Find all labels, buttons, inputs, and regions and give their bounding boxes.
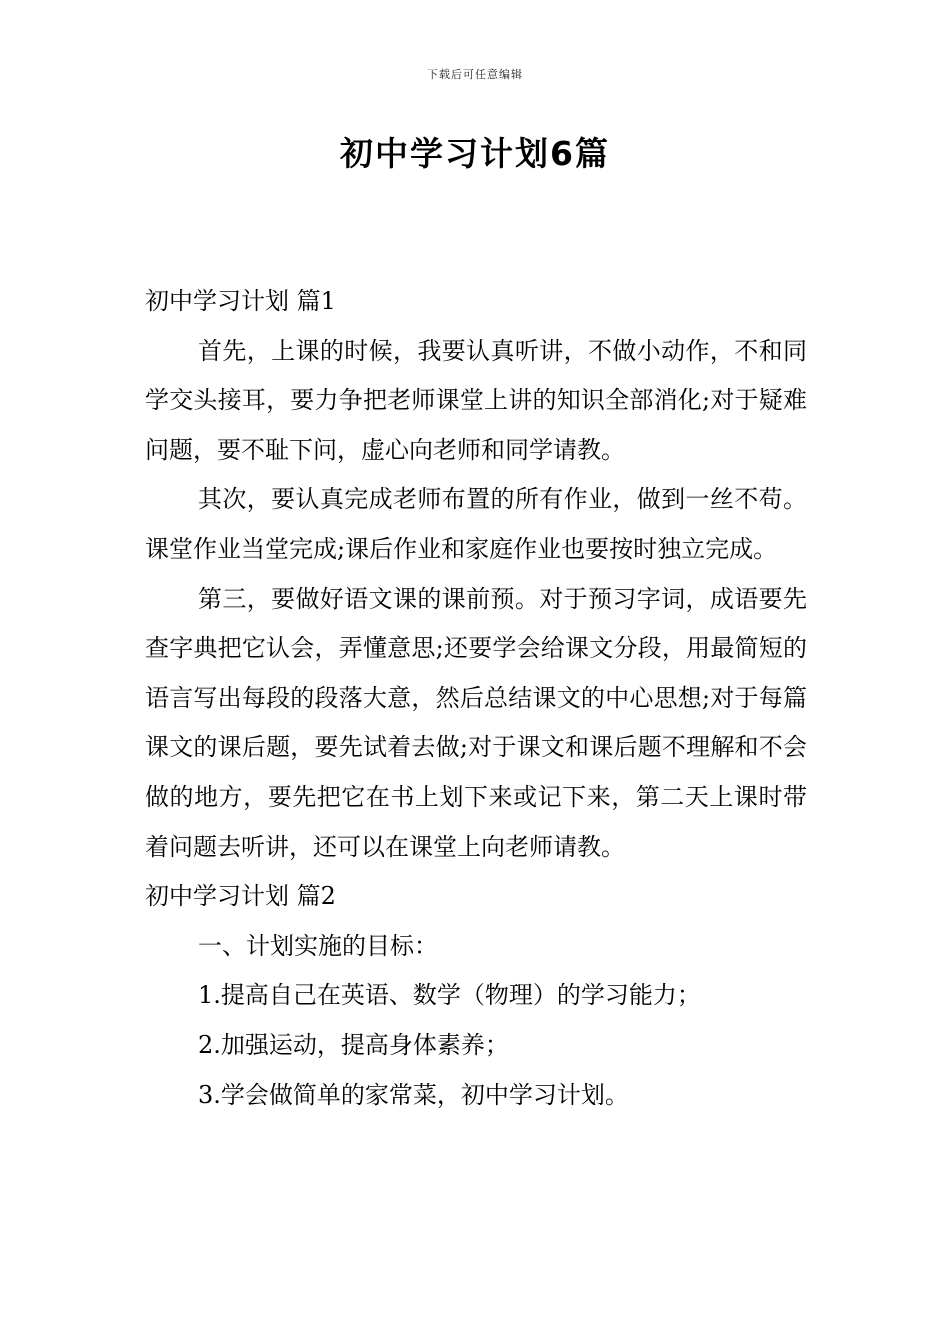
section-heading-2: 初中学习计划 篇2 [145, 882, 336, 911]
header-note: 下载后可任意编辑 [427, 68, 523, 81]
paragraph: 第三，要做好语文课的课前预。对于预习字词，成语要先查字典把它认会，弄懂意思;还要学会给课文分段，用最简短的语言写出每段的段落大意，然后总结课文的中心思想;对于每篇课文的课后题，要先试着去做;对于课文和课后题不理解和不会做的地方，要先把它在书上划下来或记下来，第二天上课时带着问题去听讲，还可以在课堂上向老师请教。 [145, 584, 807, 861]
list-item: 3.学会做简单的家常菜，初中学习计划。 [198, 1080, 629, 1109]
paragraph: 首先，上课的时候，我要认真听讲，不做小动作，不和同学交头接耳，要力争把老师课堂上讲的知识全部消化;对于疑难问题，要不耻下问，虚心向老师和同学请教。 [145, 336, 807, 464]
document-body [145, 277, 807, 1120]
list-item: 2.加强运动，提高身体素养； [198, 1030, 509, 1059]
document-title: 初中学习计划6篇 [340, 134, 610, 173]
section-heading-1: 初中学习计划 篇1 [145, 287, 336, 315]
section-intro: 一、计划实施的目标： [198, 931, 438, 960]
paragraph: 其次，要认真完成老师布置的所有作业，做到一丝不苟。课堂作业当堂完成;课后作业和家庭作业也要按时独立完成。 [145, 485, 807, 563]
list-item: 1.提高自己在英语、数学（物理）的学习能力； [198, 981, 701, 1010]
